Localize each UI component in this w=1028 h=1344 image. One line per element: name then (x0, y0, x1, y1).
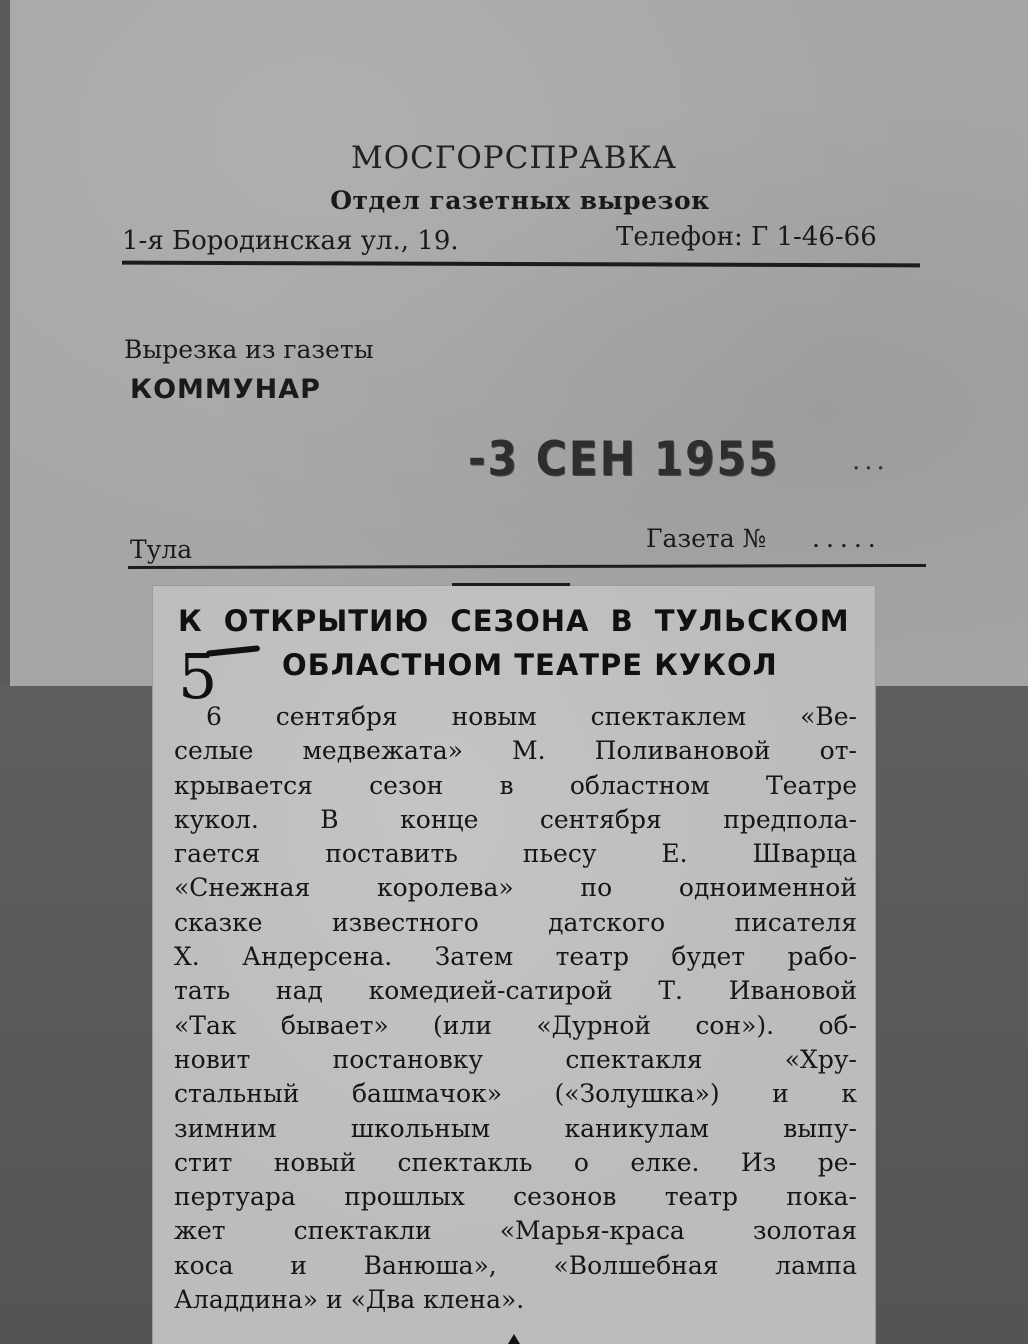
article-line: гается поставить пьесу Е. Шварца (174, 839, 857, 869)
handwritten-mark: 5 (178, 640, 218, 713)
cut-from-label: Вырезка из газеты (124, 335, 374, 364)
article-line: жет спектакли «Марья-краса золотая (174, 1216, 857, 1246)
date-stamp-dots: ... (852, 446, 889, 476)
article-body (174, 700, 857, 1317)
newspaper-number-dots: ..... (812, 524, 882, 553)
clipping-top-line (452, 583, 570, 586)
article-line: коса и Ванюша», «Волшебная лампа (174, 1250, 857, 1280)
article-line: крывается сезон в областном Театре (174, 770, 857, 800)
article-line: Х. Андерсена. Затем театр будет рабо- (174, 942, 857, 972)
article-line: сказке известного датского писателя (174, 907, 857, 937)
headline-line-2: ОБЛАСТНОМ ТЕАТРЕ КУКОЛ (282, 648, 778, 682)
article-line: зимним школьным каникулам выпу- (174, 1113, 857, 1143)
article-line: стит новый спектакль о елке. Из ре- (174, 1147, 857, 1177)
article-line: «Так бывает» (или «Дурной сон»). об- (174, 1010, 857, 1040)
article-line: пертуара прошлых сезонов театр пока- (174, 1182, 857, 1212)
article-line: Аладдина» и «Два клена». (174, 1285, 525, 1315)
date-stamp: -3 СЕН 1955 (468, 432, 780, 487)
article-line: тать над комедией-сатирой Т. Ивановой (174, 976, 857, 1006)
article-line: новит постановку спектакля «Хру- (174, 1044, 857, 1074)
newspaper-name: КОММУНАР (130, 374, 321, 405)
organization-name: МОСГОРСПРАВКА (350, 140, 677, 176)
article-line: селые медвежата» М. Поливановой от- (174, 736, 857, 766)
article-line: кукол. В конце сентября предпола- (174, 804, 857, 834)
newspaper-number-label: Газета № (646, 524, 767, 553)
phone-number: Телефон: Г 1-46-66 (616, 222, 877, 252)
article-line: «Снежная королева» по одноименной (174, 873, 857, 903)
headline-line-1: К ОТКРЫТИЮ СЕЗОНА В ТУЛЬСКОМ (178, 604, 850, 638)
department-name: Отдел газетных вырезок (330, 186, 710, 215)
article-line: стальный башмачок» («Золушка») и к (174, 1079, 857, 1109)
city-label: Тула (130, 535, 193, 564)
article-line: 6 сентября новым спектаклем «Ве- (206, 702, 857, 731)
address: 1-я Бородинская ул., 19. (122, 226, 459, 256)
